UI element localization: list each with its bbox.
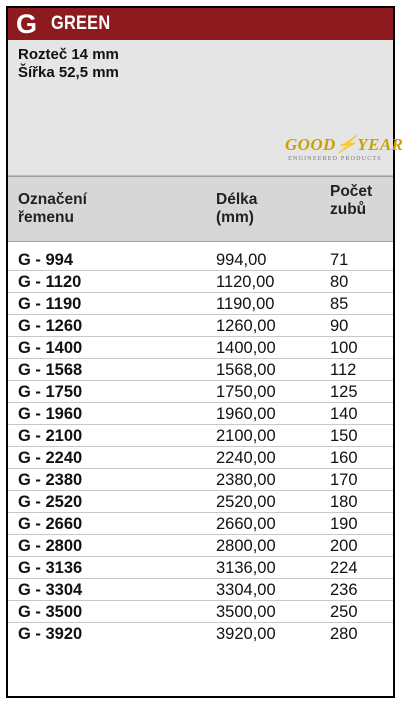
length-cell: 2800,00 xyxy=(216,537,276,555)
column-header-designation: Označení řemenu xyxy=(18,191,87,226)
width-spec: Šířka 52,5 mm xyxy=(18,64,119,81)
designation-cell: G - 2240 xyxy=(18,449,83,467)
designation-cell: G - 2380 xyxy=(18,471,83,489)
length-cell: 2520,00 xyxy=(216,493,276,511)
designation-cell: G - 3304 xyxy=(18,581,83,599)
table-row xyxy=(8,535,393,557)
length-cell: 3500,00 xyxy=(216,603,276,621)
length-cell: 2100,00 xyxy=(216,427,276,445)
series-header xyxy=(8,8,393,40)
teeth-cell: 85 xyxy=(330,295,349,313)
designation-cell: G - 2800 xyxy=(18,537,83,555)
length-cell: 1960,00 xyxy=(216,405,276,423)
length-cell: 3304,00 xyxy=(216,581,276,599)
designation-cell: G - 1120 xyxy=(18,273,82,291)
table-body xyxy=(8,242,393,645)
column-header-length: Délka (mm) xyxy=(216,191,258,226)
teeth-cell: 224 xyxy=(330,559,358,577)
length-cell: 1400,00 xyxy=(216,339,276,357)
length-cell: 2660,00 xyxy=(216,515,276,533)
length-cell: 1190,00 xyxy=(216,295,275,313)
table-row xyxy=(8,359,393,381)
teeth-cell: 140 xyxy=(330,405,358,423)
teeth-cell: 190 xyxy=(330,515,358,533)
table-row xyxy=(8,381,393,403)
table-row xyxy=(8,403,393,425)
table-header xyxy=(8,176,393,242)
designation-cell: G - 994 xyxy=(18,251,74,269)
winged-foot-icon: ⚡ xyxy=(333,135,360,154)
teeth-cell: 180 xyxy=(330,493,358,511)
designation-cell: G - 1568 xyxy=(18,361,83,379)
product-sheet xyxy=(6,6,403,698)
teeth-cell: 71 xyxy=(330,251,349,269)
table-row xyxy=(8,623,393,645)
series-letter: G xyxy=(16,8,38,39)
designation-cell: G - 1190 xyxy=(18,295,82,313)
designation-cell: G - 1260 xyxy=(18,317,83,335)
pitch-spec: Rozteč 14 mm xyxy=(18,46,119,63)
table-row xyxy=(8,601,393,623)
length-cell: 3136,00 xyxy=(216,559,276,577)
length-cell: 1568,00 xyxy=(216,361,276,379)
teeth-cell: 280 xyxy=(330,625,358,643)
designation-cell: G - 2660 xyxy=(18,515,83,533)
designation-cell: G - 2100 xyxy=(18,427,83,445)
teeth-cell: 90 xyxy=(330,317,349,335)
teeth-cell: 250 xyxy=(330,603,358,621)
series-name: GREEN xyxy=(51,13,111,34)
teeth-cell: 200 xyxy=(330,537,358,555)
designation-cell: G - 1750 xyxy=(18,383,83,401)
length-cell: 1260,00 xyxy=(216,317,276,335)
table-row xyxy=(8,491,393,513)
table-row xyxy=(8,579,393,601)
teeth-cell: 112 xyxy=(330,361,357,379)
table-row xyxy=(8,447,393,469)
table-row xyxy=(8,249,393,271)
table-row xyxy=(8,557,393,579)
table-row xyxy=(8,513,393,535)
teeth-cell: 160 xyxy=(330,449,358,467)
goodyear-logo xyxy=(285,135,403,162)
length-cell: 3920,00 xyxy=(216,625,276,643)
length-cell: 2240,00 xyxy=(216,449,276,467)
teeth-cell: 100 xyxy=(330,339,358,357)
designation-cell: G - 3500 xyxy=(18,603,83,621)
designation-cell: G - 2520 xyxy=(18,493,83,511)
teeth-cell: 170 xyxy=(330,471,358,489)
teeth-cell: 150 xyxy=(330,427,358,445)
table-row xyxy=(8,337,393,359)
column-header-teeth: Počet zubů xyxy=(330,183,373,218)
table-row xyxy=(8,425,393,447)
teeth-cell: 125 xyxy=(330,383,358,401)
length-cell: 2380,00 xyxy=(216,471,276,489)
designation-cell: G - 3920 xyxy=(18,625,83,643)
designation-cell: G - 1960 xyxy=(18,405,83,423)
specs-panel xyxy=(8,40,403,176)
table-row xyxy=(8,293,393,315)
teeth-cell: 80 xyxy=(330,273,349,291)
table-row xyxy=(8,469,393,491)
goodyear-wordmark: GOOD⚡YEAR xyxy=(285,135,403,154)
table-row xyxy=(8,315,393,337)
teeth-cell: 236 xyxy=(330,581,358,599)
length-cell: 1120,00 xyxy=(216,273,275,291)
designation-cell: G - 3136 xyxy=(18,559,83,577)
length-cell: 1750,00 xyxy=(216,383,276,401)
table-row xyxy=(8,271,393,293)
designation-cell: G - 1400 xyxy=(18,339,83,357)
logo-tagline: ENGINEERED PRODUCTS xyxy=(288,156,382,162)
length-cell: 994,00 xyxy=(216,251,267,269)
